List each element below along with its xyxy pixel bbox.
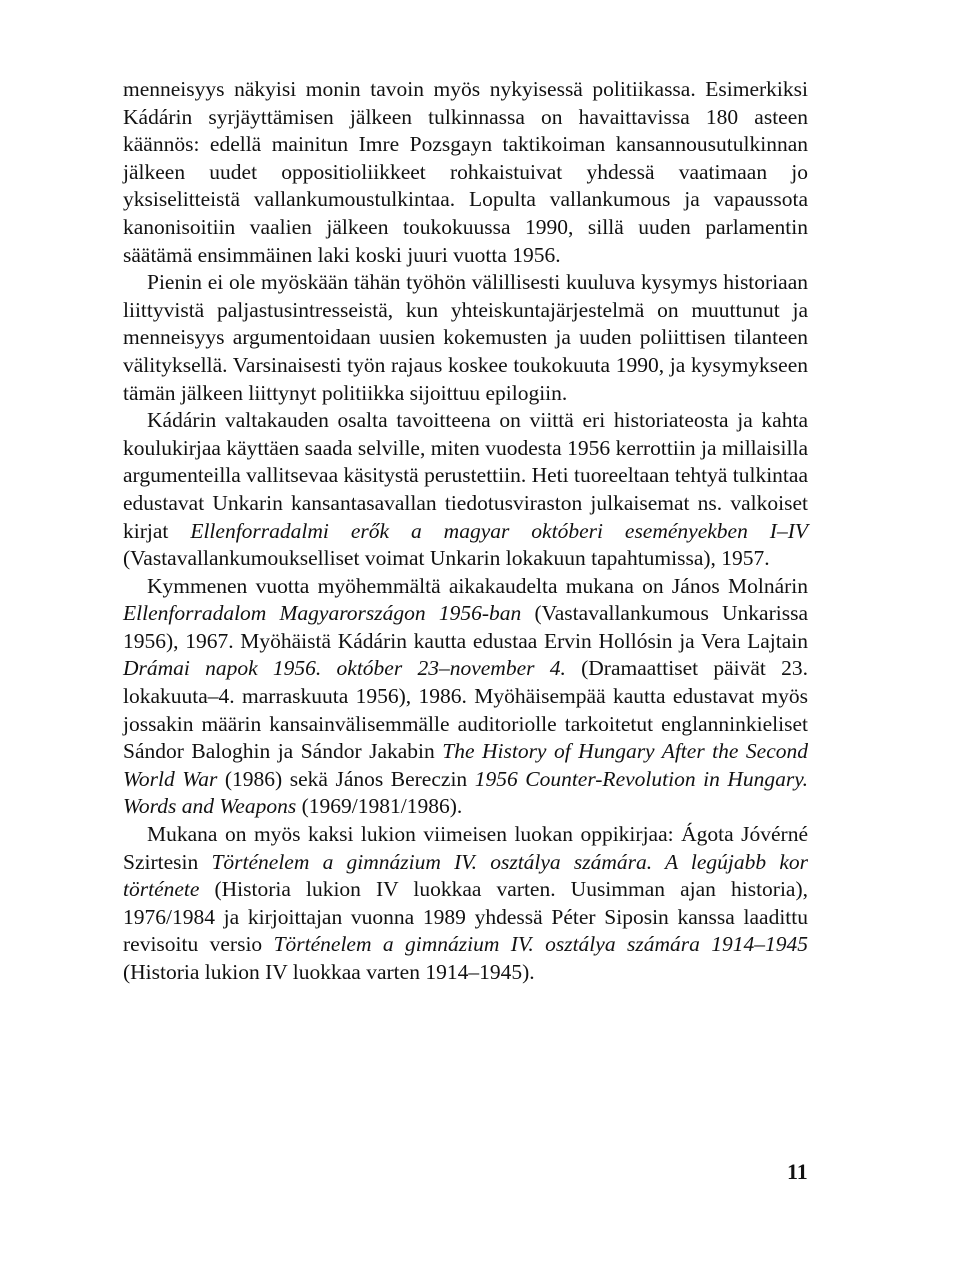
italic-title: Történelem a gimnázium IV. osztálya számára. A legújabb kor története bbox=[123, 849, 808, 902]
text-run: (1986) sekä János Bereczin bbox=[217, 766, 475, 791]
text-run: (Historia lukion IV luokkaa varten. Uusimman ajan historia), 1976/1984 ja kirjoittajan vuonna 1989 yhdessä Péter Siposin kanssa laadittu revisoitu versio bbox=[123, 877, 808, 957]
italic-title: Történelem a gimnázium IV. osztálya számára 1914–1945 bbox=[273, 932, 808, 957]
italic-title: 1956 Counter-Revolution in Hungary. Words and Weapons bbox=[123, 766, 808, 819]
italic-title: Ellenforradalom Magyarországon 1956-ban bbox=[123, 601, 522, 626]
text-run: (1969/1981/1986). bbox=[296, 794, 463, 819]
paragraph bbox=[123, 821, 808, 987]
paragraph bbox=[123, 407, 808, 573]
text-run: Mukana on myös kaksi lukion viimeisen luokan oppikirjaa: Ágota Jóvérné Szirtesin bbox=[123, 822, 808, 874]
text-run: menneisyys näkyisi monin tavoin myös nykyisessä politiikassa. Esimerkiksi Kádárin syrjäyttämisen jälkeen tulkinnassa on havaittavissa 180 asteen käännös: edellä mainitun Imre Pozsgayn taktikoiman kansannousutulkinnan jälkeen uudet oppositioliikkeet rohkaistuivat yhdessä vaatimaan jo yksiselitteistä vallankumoustulkintaa. Lopulta vallankumous ja vapaussota kanonisoitiin vaalien jälkeen toukokuussa 1990, sillä uuden parlamentin säätämä ensimmäinen laki koski juuri vuotta 1956. bbox=[123, 77, 808, 267]
text-run: (Dramaattiset päivät 23. lokakuuta–4. marraskuuta 1956), 1986. Myöhäisempää kautta edustavat myös jossakin määrin kansainvälisemmälle auditoriolle tarkoitetut englanninkieliset Sándor Baloghin ja Sándor Jakabin bbox=[123, 656, 808, 764]
paragraph bbox=[123, 269, 808, 407]
text-run: (Historia lukion IV luokkaa varten 1914–1945). bbox=[123, 960, 535, 984]
paragraph bbox=[123, 76, 808, 269]
text-run: (Vastavallankumous Unkarissa 1956), 1967. Myöhäistä Kádárin kautta edustaa Ervin Hollósin ja Vera Lajtain bbox=[123, 601, 808, 653]
text-run: Kádárin valtakauden osalta tavoitteena on viittä eri historiateosta ja kahta koulukirjaa käyttäen saada selville, miten vuodesta 1956 kerrottiin ja millaisilla argumenteilla vallitsevaa käsitystä perustettiin. Heti tuoreeltaan tehtyä tulkintaa edustavat Unkarin kansantasavallan tiedotusviraston julkaisemat ns. valkoiset kirjat bbox=[123, 408, 808, 543]
page-number: 11 bbox=[787, 1159, 808, 1184]
text-run: Pienin ei ole myöskään tähän työhön välillisesti kuuluva kysymys historiaan liittyvistä paljastusintresseistä, kun yhteiskuntajärjestelmä on muuttunut ja menneisyys argumentoidaan uusien kokemusten ja uuden poliittisen tilanteen välityksellä. Varsinaisesti työn rajaus koskee toukokuuta 1990, ja kysymykseen tämän jälkeen liittynyt politiikka sijoittuu epilogiin. bbox=[123, 270, 808, 405]
italic-title: Ellenforradalmi erők a magyar októberi eseményekben I–IV bbox=[190, 518, 808, 543]
italic-title: The History of Hungary After the Second World War bbox=[123, 739, 808, 791]
text-run: Kymmenen vuotta myöhemmältä aikakaudelta mukana on János Molnárin bbox=[147, 573, 808, 598]
paragraph bbox=[123, 573, 808, 821]
italic-title: Drámai napok 1956. október 23–november 4. bbox=[123, 656, 566, 681]
body-text bbox=[123, 76, 808, 987]
text-run: (Vastavallankumoukselliset voimat Unkarin lokakuun tapahtumissa), 1957. bbox=[123, 546, 770, 571]
